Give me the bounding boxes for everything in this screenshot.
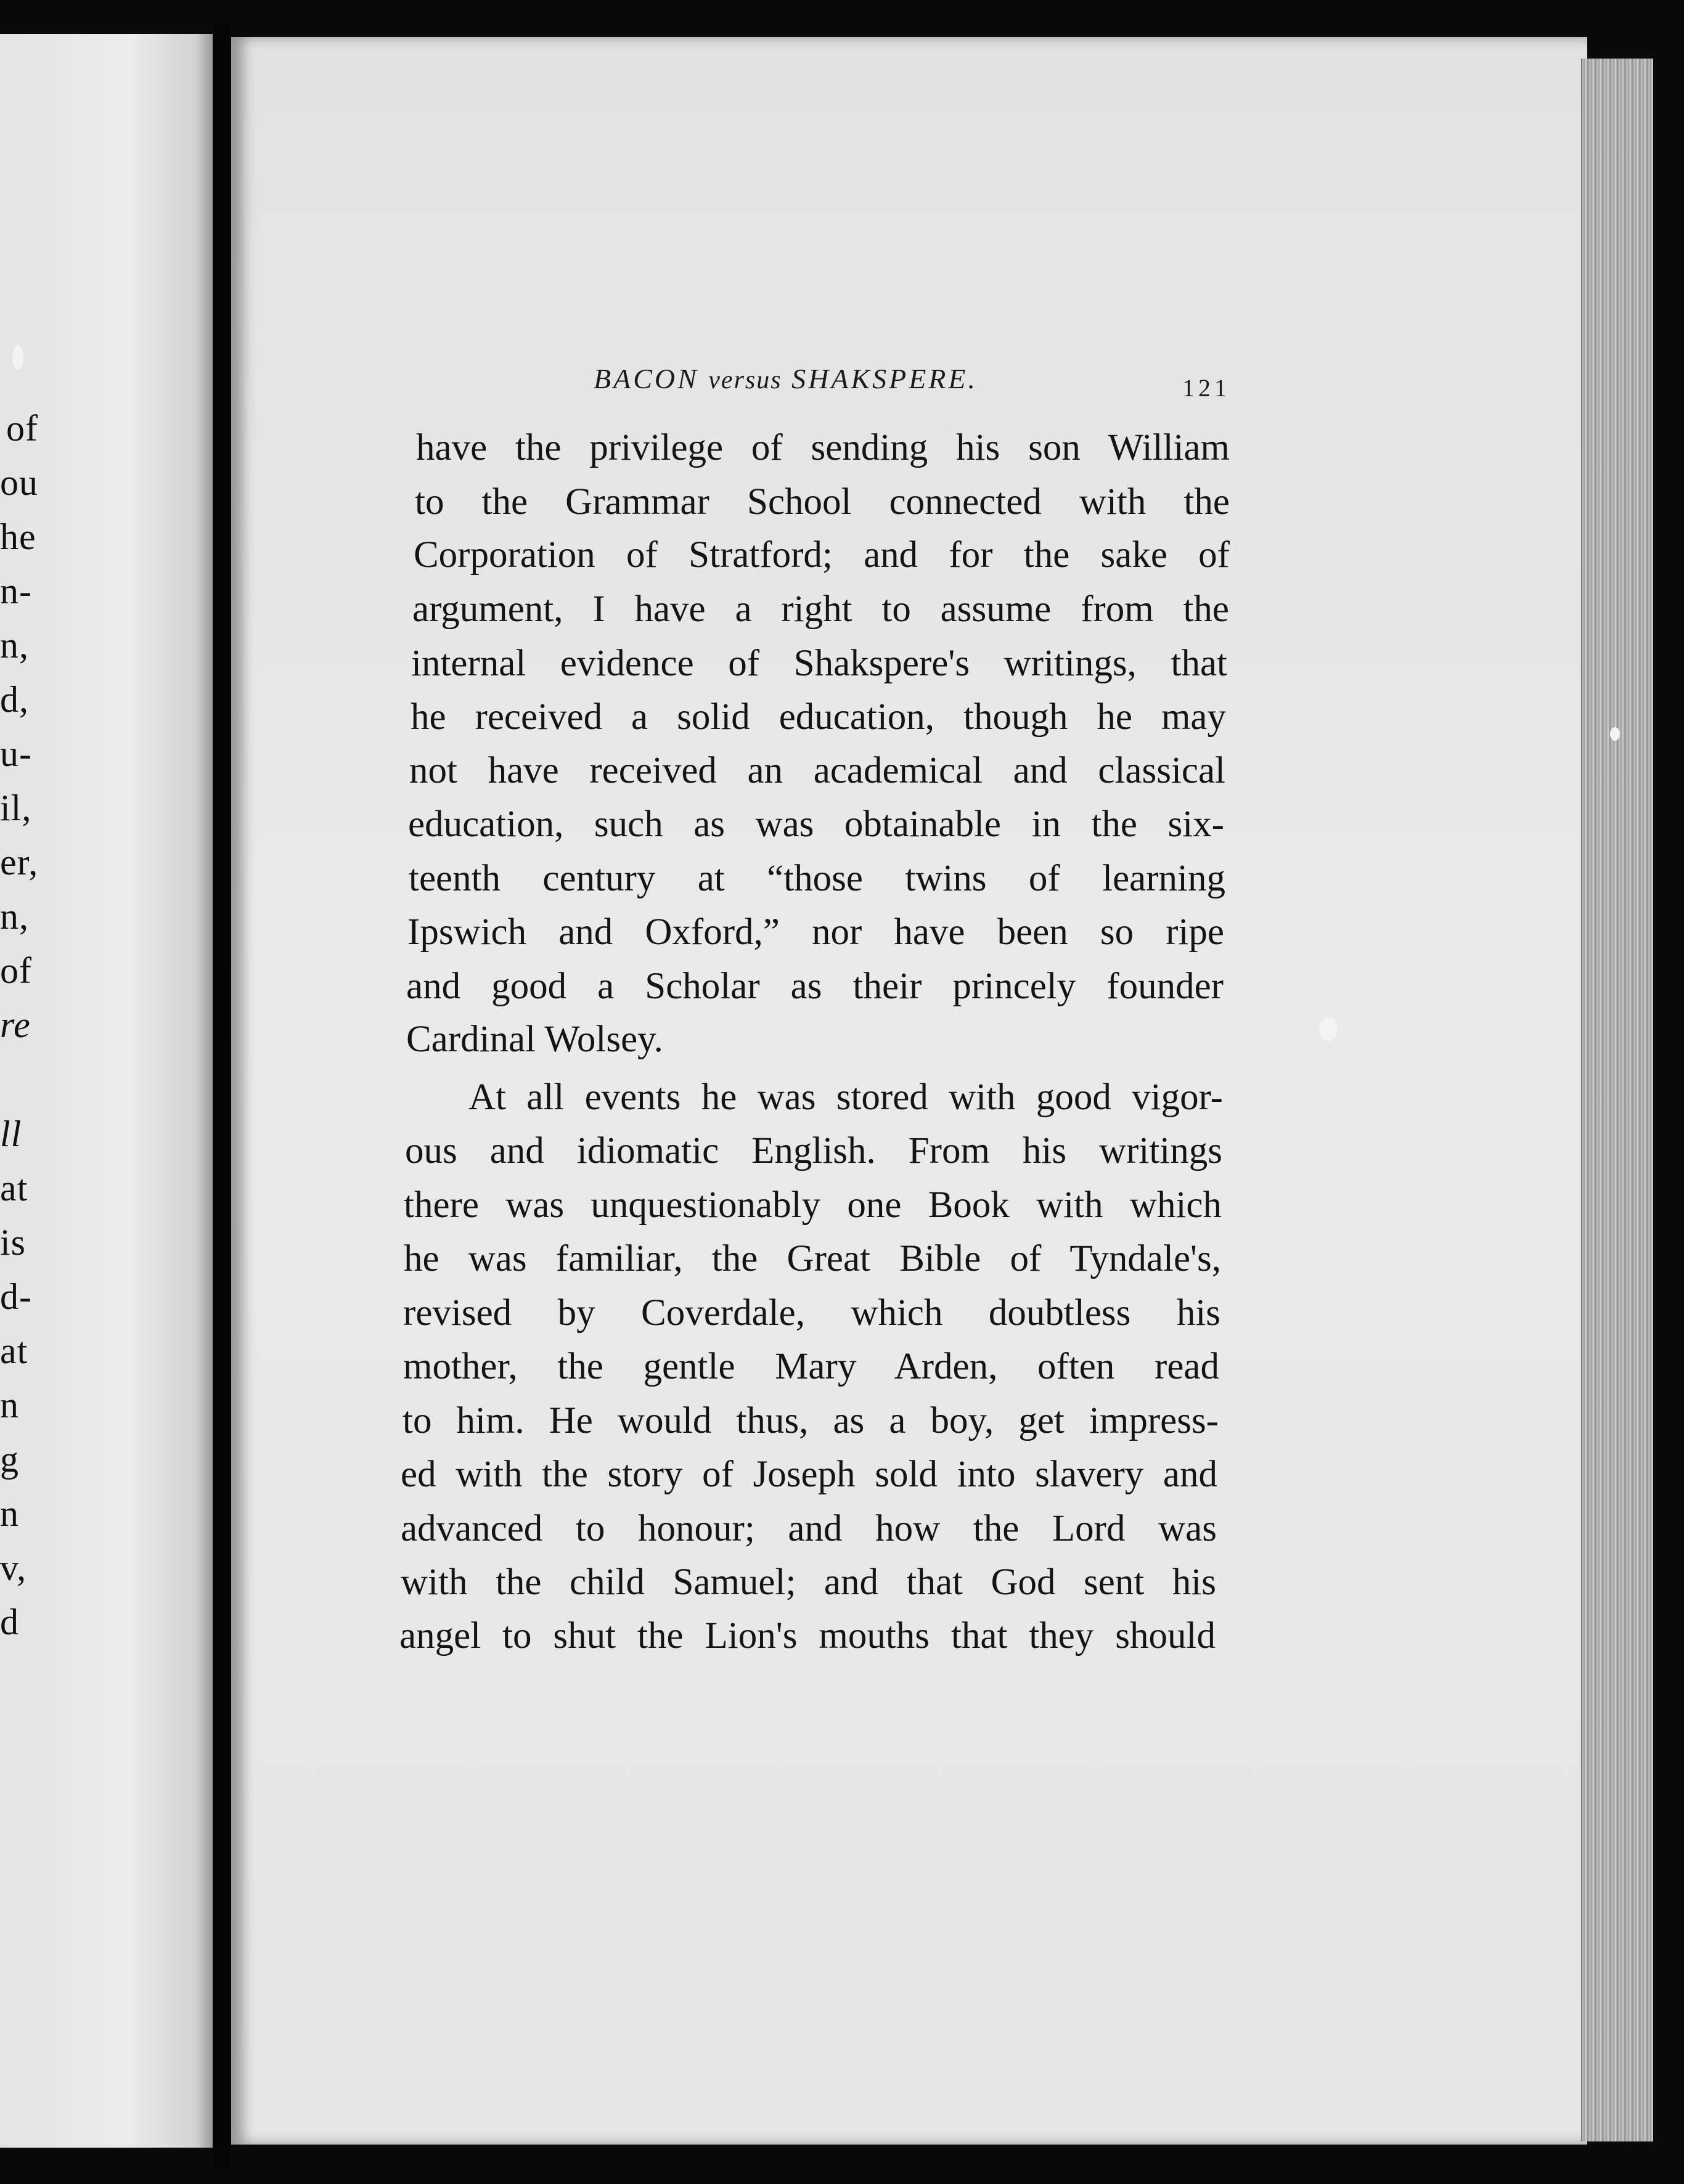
paragraph-2-line: ed with the story of Joseph sold into slavery and xyxy=(401,1454,1217,1495)
paragraph-1-line: Corporation of Stratford; and for the sake of xyxy=(414,534,1230,576)
running-head-left: BACON xyxy=(594,363,709,394)
paragraph-2-line: advanced to honour; and how the Lord was xyxy=(401,1508,1217,1549)
left-page-fragment: at xyxy=(0,1168,28,1208)
left-facing-page xyxy=(0,34,213,2148)
left-page-fragment: n- xyxy=(0,571,32,611)
paragraph-1-line: education, such as was obtainable in the six- xyxy=(408,804,1224,845)
paragraph-2-line: revised by Coverdale, which doubtless his xyxy=(403,1292,1220,1334)
left-page-fragment: is xyxy=(0,1222,27,1263)
scan-speck xyxy=(1610,727,1620,741)
left-page-fragment: n xyxy=(0,1385,19,1425)
page-edge-stack xyxy=(1581,59,1653,2141)
paragraph-2-line: with the child Samuel; and that God sent his xyxy=(401,1562,1216,1603)
left-page-fragment: re xyxy=(0,1004,31,1045)
left-page-fragment: g xyxy=(0,1439,19,1480)
paragraph-1-line: to the Grammar School connected with the xyxy=(415,481,1230,523)
left-page-fragment: u- xyxy=(0,733,32,774)
paragraph-2-line: to him. He would thus, as a boy, get impress- xyxy=(403,1400,1219,1441)
running-head-versus: versus xyxy=(708,366,782,394)
paragraph-1-line: he received a solid education, though he may xyxy=(411,696,1226,738)
paragraph-2-line: he was familiar, the Great Bible of Tyndale's, xyxy=(404,1238,1221,1279)
paragraph-1-line: Ipswich and Oxford,” nor have been so ripe xyxy=(407,911,1224,953)
paragraph-1-line: argument, I have a right to assume from the xyxy=(412,589,1229,630)
left-page-fragment: il, xyxy=(0,788,32,828)
paragraph-1-line: teenth century at “those twins of learning xyxy=(409,858,1225,899)
left-page-fragment: ll xyxy=(0,1114,22,1154)
left-page-fragment: n, xyxy=(0,625,29,666)
scan-speck xyxy=(1319,1017,1338,1041)
left-page-fragment: n, xyxy=(0,896,29,937)
paragraph-2-line: At all events he was stored with good vigor- xyxy=(468,1077,1223,1118)
left-page-fragment: he xyxy=(0,516,36,557)
page-number: 121 xyxy=(1182,374,1230,402)
left-page-fragment: of xyxy=(0,950,32,991)
left-page-fragment: d xyxy=(0,1602,19,1642)
paragraph-1-line: Cardinal Wolsey. xyxy=(406,1019,663,1060)
left-page-fragment: d, xyxy=(0,679,29,720)
paragraph-2-line: angel to shut the Lion's mouths that they should xyxy=(399,1615,1216,1656)
running-head-right: SHAKSPERE. xyxy=(782,363,978,394)
left-page-fragment: of xyxy=(6,408,38,449)
paragraph-1-line: internal evidence of Shakspere's writings, that xyxy=(411,643,1227,684)
left-page-fragment: d- xyxy=(0,1276,32,1317)
scan-speck xyxy=(12,345,23,370)
left-page-fragment: at xyxy=(0,1330,28,1371)
paragraph-1-line: have the privilege of sending his son William xyxy=(416,427,1230,468)
paragraph-2-line: ous and idiomatic English. From his writings xyxy=(405,1130,1222,1171)
left-page-fragment: er, xyxy=(0,842,39,882)
running-head xyxy=(594,362,978,395)
paragraph-2-line: there was unquestionably one Book with which xyxy=(404,1184,1222,1226)
left-page-fragment: v, xyxy=(0,1547,27,1588)
left-page-fragment: ou xyxy=(0,462,38,503)
left-page-fragment: n xyxy=(0,1493,19,1534)
paragraph-1-line: not have received an academical and classical xyxy=(409,750,1225,791)
paragraph-1-line: and good a Scholar as their princely founder xyxy=(406,966,1224,1007)
paragraph-2-line: mother, the gentle Mary Arden, often read xyxy=(403,1346,1219,1387)
book-gutter xyxy=(213,25,231,2169)
